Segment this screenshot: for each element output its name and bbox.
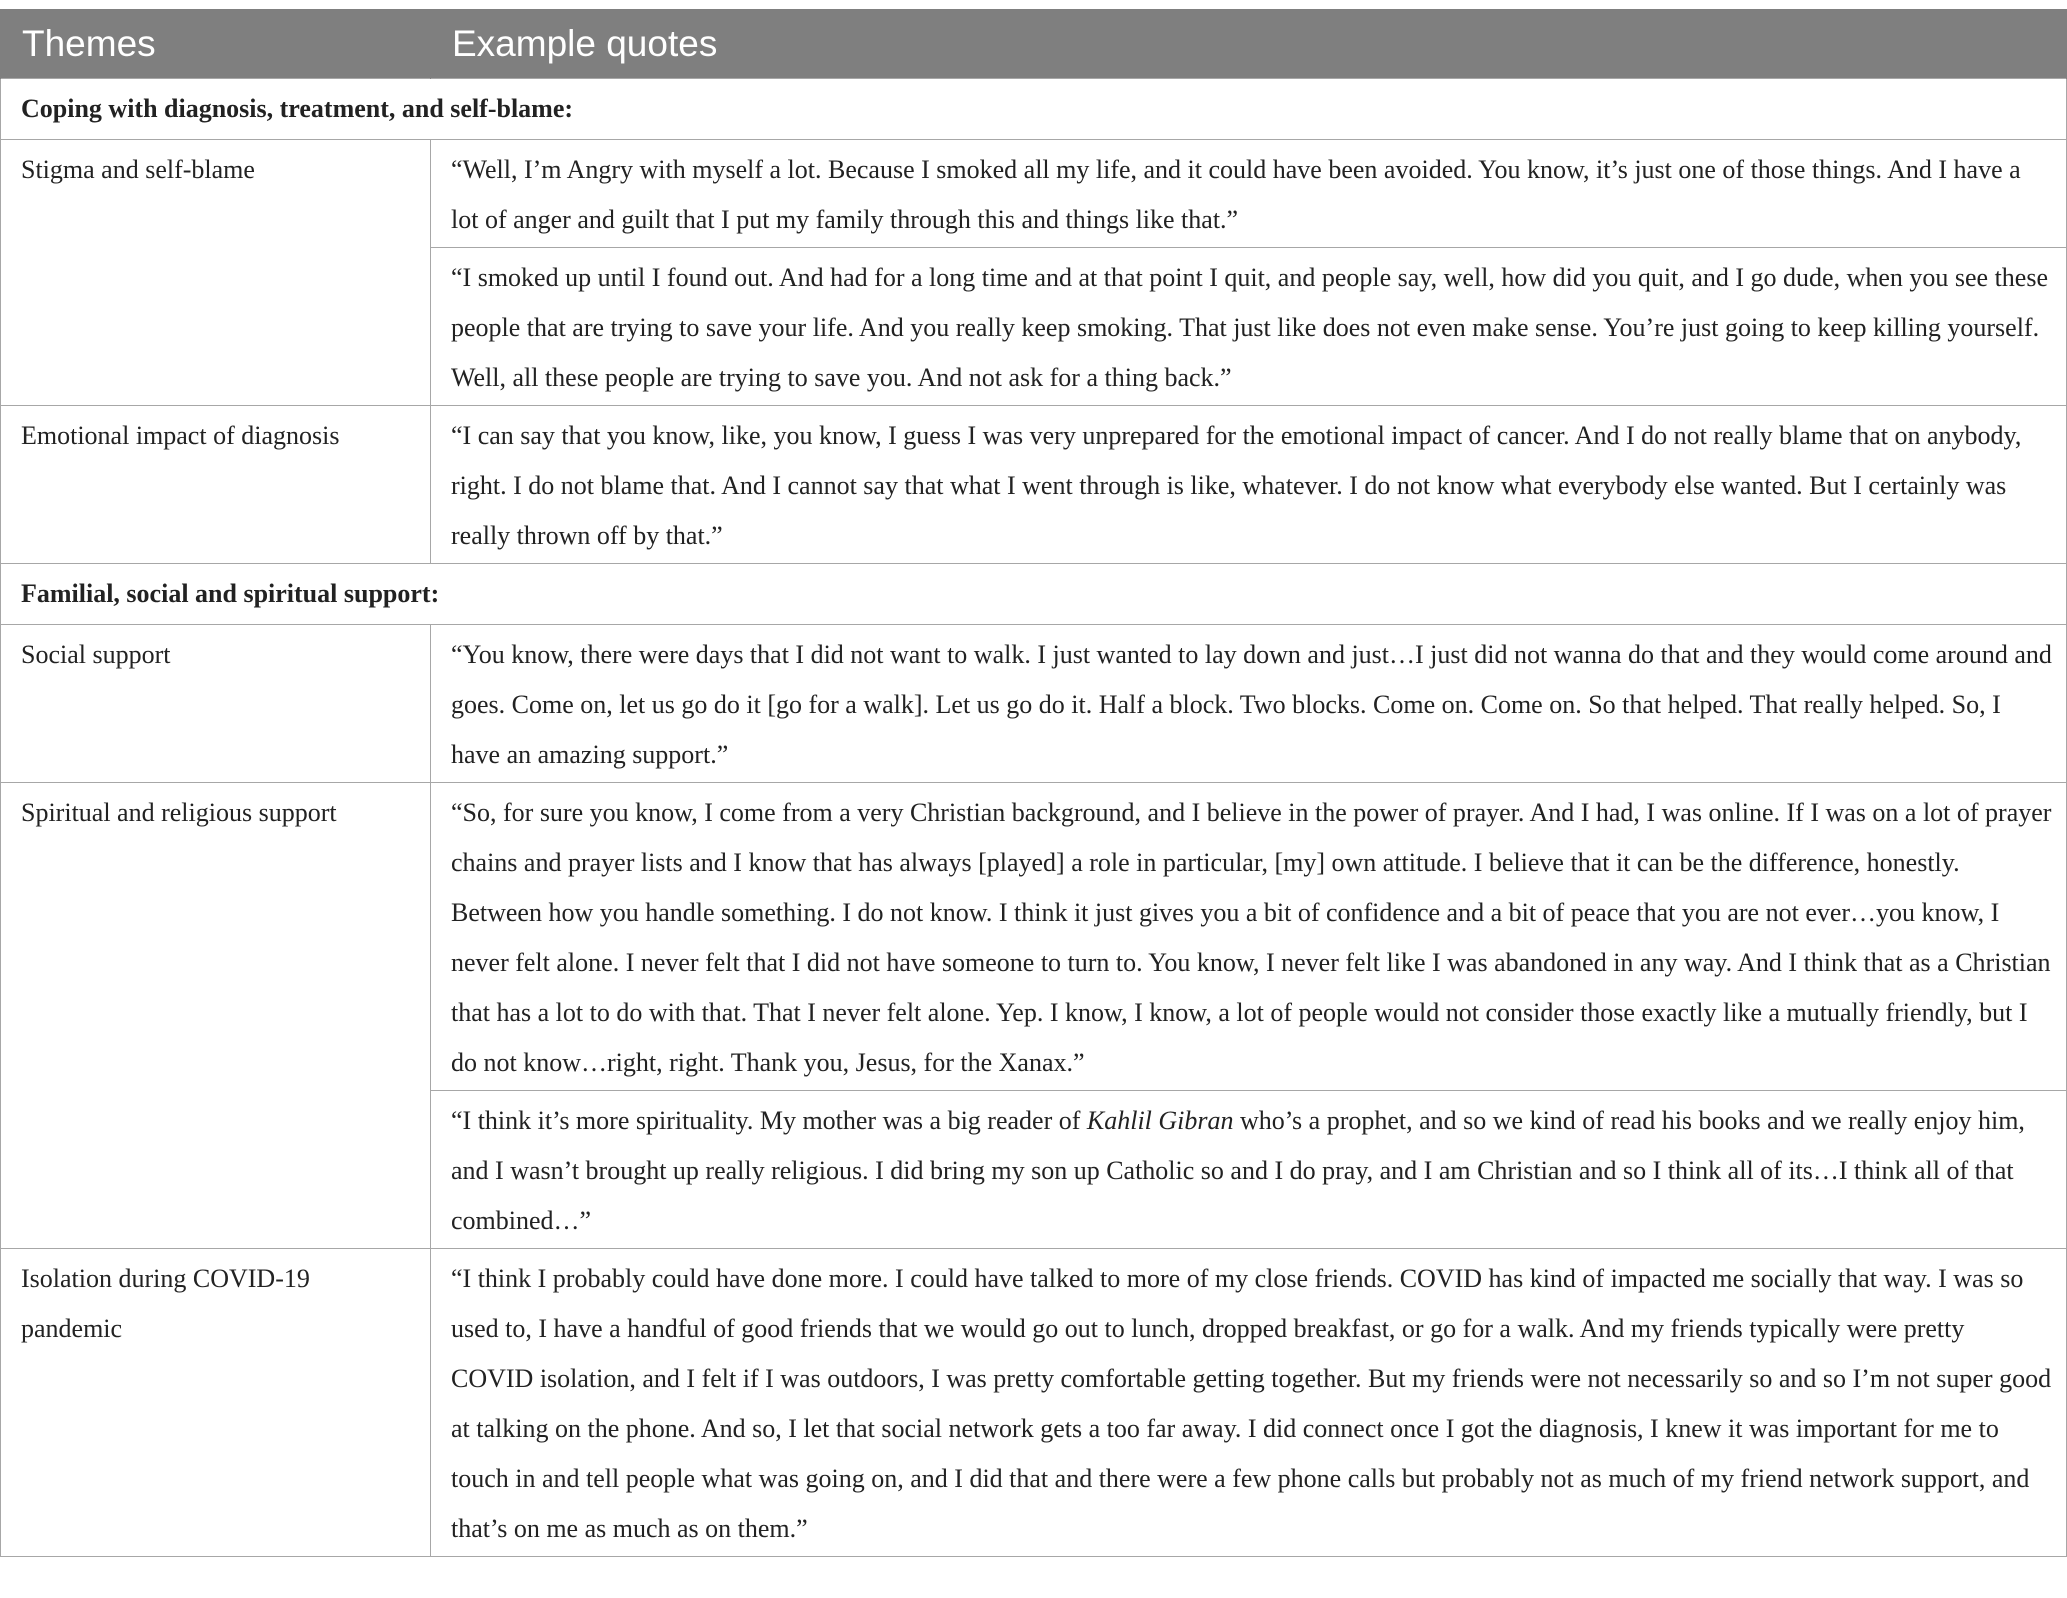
theme-spiritual-religious: Spiritual and religious support — [1, 783, 431, 1249]
table-row — [1, 1249, 2067, 1557]
table-row — [1, 140, 2067, 248]
table-body — [1, 79, 2067, 1557]
quote-cell — [431, 140, 2067, 248]
quote-part-before: “I think it’s more spirituality. My mother was a big reader of — [451, 1106, 1087, 1135]
section-row — [1, 79, 2067, 140]
quote-part-italic-name: Kahlil Gibran — [1086, 1106, 1234, 1135]
section-title-support: Familial, social and spiritual support: — [1, 564, 2067, 625]
quote-text: “You know, there were days that I did not want to walk. I just wanted to lay down and just…I just did not wanna do that and they would come around and goes. Come on, let us go do it [go for a walk]. Let us go do it. Half a block. Two blocks. Come on. Come on. So that helped. That really helped. So, I have an amazing support.” — [451, 640, 2052, 769]
table-row — [1, 783, 2067, 1091]
header-row — [1, 9, 2067, 79]
section-title-coping: Coping with diagnosis, treatment, and self-blame: — [1, 79, 2067, 140]
quote-cell — [431, 406, 2067, 564]
quote-cell — [431, 1091, 2067, 1249]
quote-part-after: who’s a prophet, and so we kind of read his books and we really enjoy him, and I wasn’t brought up really religious. I did bring my son up Catholic so and I do pray, and I am Christian and so I think all of its…I think all of that combined…” — [451, 1106, 2025, 1235]
theme-isolation-covid: Isolation during COVID-19 pandemic — [1, 1249, 431, 1557]
theme-emotional-impact: Emotional impact of diagnosis — [1, 406, 431, 564]
quote-text: “I smoked up until I found out. And had for a long time and at that point I quit, and people say, well, how did you quit, and I go dude, when you see these people that are trying to save your life. And you really keep smoking. That just like does not even make sense. You’re just going to keep killing yourself. Well, all these people are trying to save you. And not ask for a thing back.” — [451, 263, 2049, 392]
theme-social-support: Social support — [1, 625, 431, 783]
quote-text: “Well, I’m Angry with myself a lot. Because I smoked all my life, and it could have been avoided. You know, it’s just one of those things. And I have a lot of anger and guilt that I put my family through this and things like that.” — [451, 155, 2021, 234]
header-themes: Themes — [1, 9, 431, 79]
theme-stigma-self-blame: Stigma and self-blame — [1, 140, 431, 406]
section-row — [1, 564, 2067, 625]
quote-text: “I can say that you know, like, you know, I guess I was very unprepared for the emotional impact of cancer. And I do not really blame that on anybody, right. I do not blame that. And I cannot say that what I went through is like, whatever. I do not know what everybody else wanted. But I certainly was really thrown off by that.” — [451, 421, 2022, 550]
quote-text — [451, 1096, 2052, 1246]
header-example-quotes: Example quotes — [431, 9, 2067, 79]
themes-quotes-table — [0, 9, 2067, 1557]
table-header — [1, 9, 2067, 79]
table-row — [1, 625, 2067, 783]
quote-cell — [431, 1249, 2067, 1557]
quote-cell — [431, 625, 2067, 783]
quote-cell — [431, 783, 2067, 1091]
quote-cell — [431, 248, 2067, 406]
table-row — [1, 406, 2067, 564]
quote-text: “So, for sure you know, I come from a very Christian background, and I believe in the power of prayer. And I had, I was online. If I was on a lot of prayer chains and prayer lists and I know that has always [played] a role in particular, [my] own attitude. I believe that it can be the difference, honestly. Between how you handle something. I do not know. I think it just gives you a bit of confidence and a bit of peace that you are not ever…you know, I never felt alone. I never felt that I did not have someone to turn to. You know, I never felt like I was abandoned in any way. And I think that as a Christian that has a lot to do with that. That I never felt alone. Yep. I know, I know, a lot of people would not consider those exactly like a mutually friendly, but I do not know…right, right. Thank you, Jesus, for the Xanax.” — [451, 798, 2052, 1077]
quote-text: “I think I probably could have done more. I could have talked to more of my close friends. COVID has kind of impacted me socially that way. I was so used to, I have a handful of good friends that we would go out to lunch, dropped breakfast, or go for a walk. And my friends typically were pretty COVID isolation, and I felt if I was outdoors, I was pretty comfortable getting together. But my friends were not necessarily so and so I’m not super good at talking on the phone. And so, I let that social network gets a too far away. I did connect once I got the diagnosis, I knew it was important for me to touch in and tell people what was going on, and I did that and there were a few phone calls but probably not as much of my friend network support, and that’s on me as much as on them.” — [451, 1264, 2052, 1543]
